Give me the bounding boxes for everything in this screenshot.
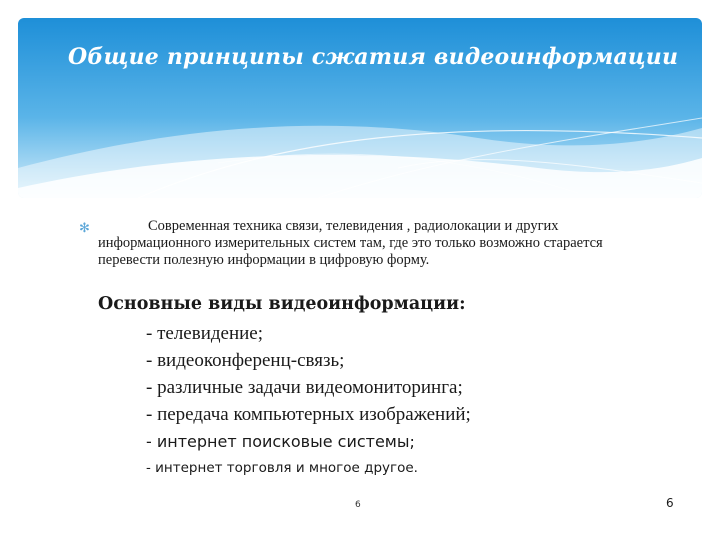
list-item: - видеоконференц-связь; — [146, 350, 345, 371]
list-item: - интернет поисковые системы; — [146, 432, 415, 451]
intro-paragraph: Современная техника связи, телевидения , радиолокации и других информационного измерительных систем там, где это только возможно старается перевести полезную информации в цифровую форму. — [98, 218, 603, 268]
footer-page-number: 6 — [355, 500, 361, 510]
types-heading: Основные виды видеоинформации: — [98, 294, 466, 314]
list-item: - различные задачи видеомониторинга; — [146, 377, 463, 398]
slide-title: Общие принципы сжатия видеоинформации — [68, 44, 679, 70]
list-item: - передача компьютерных изображений; — [146, 404, 471, 425]
asterisk-bullet-icon: ✻ — [79, 221, 90, 236]
types-list — [146, 320, 471, 481]
list-item: - телевидение; — [146, 323, 264, 344]
list-item: - интернет торговля и многое другое. — [146, 460, 418, 476]
slide-number: 6 — [666, 496, 674, 510]
